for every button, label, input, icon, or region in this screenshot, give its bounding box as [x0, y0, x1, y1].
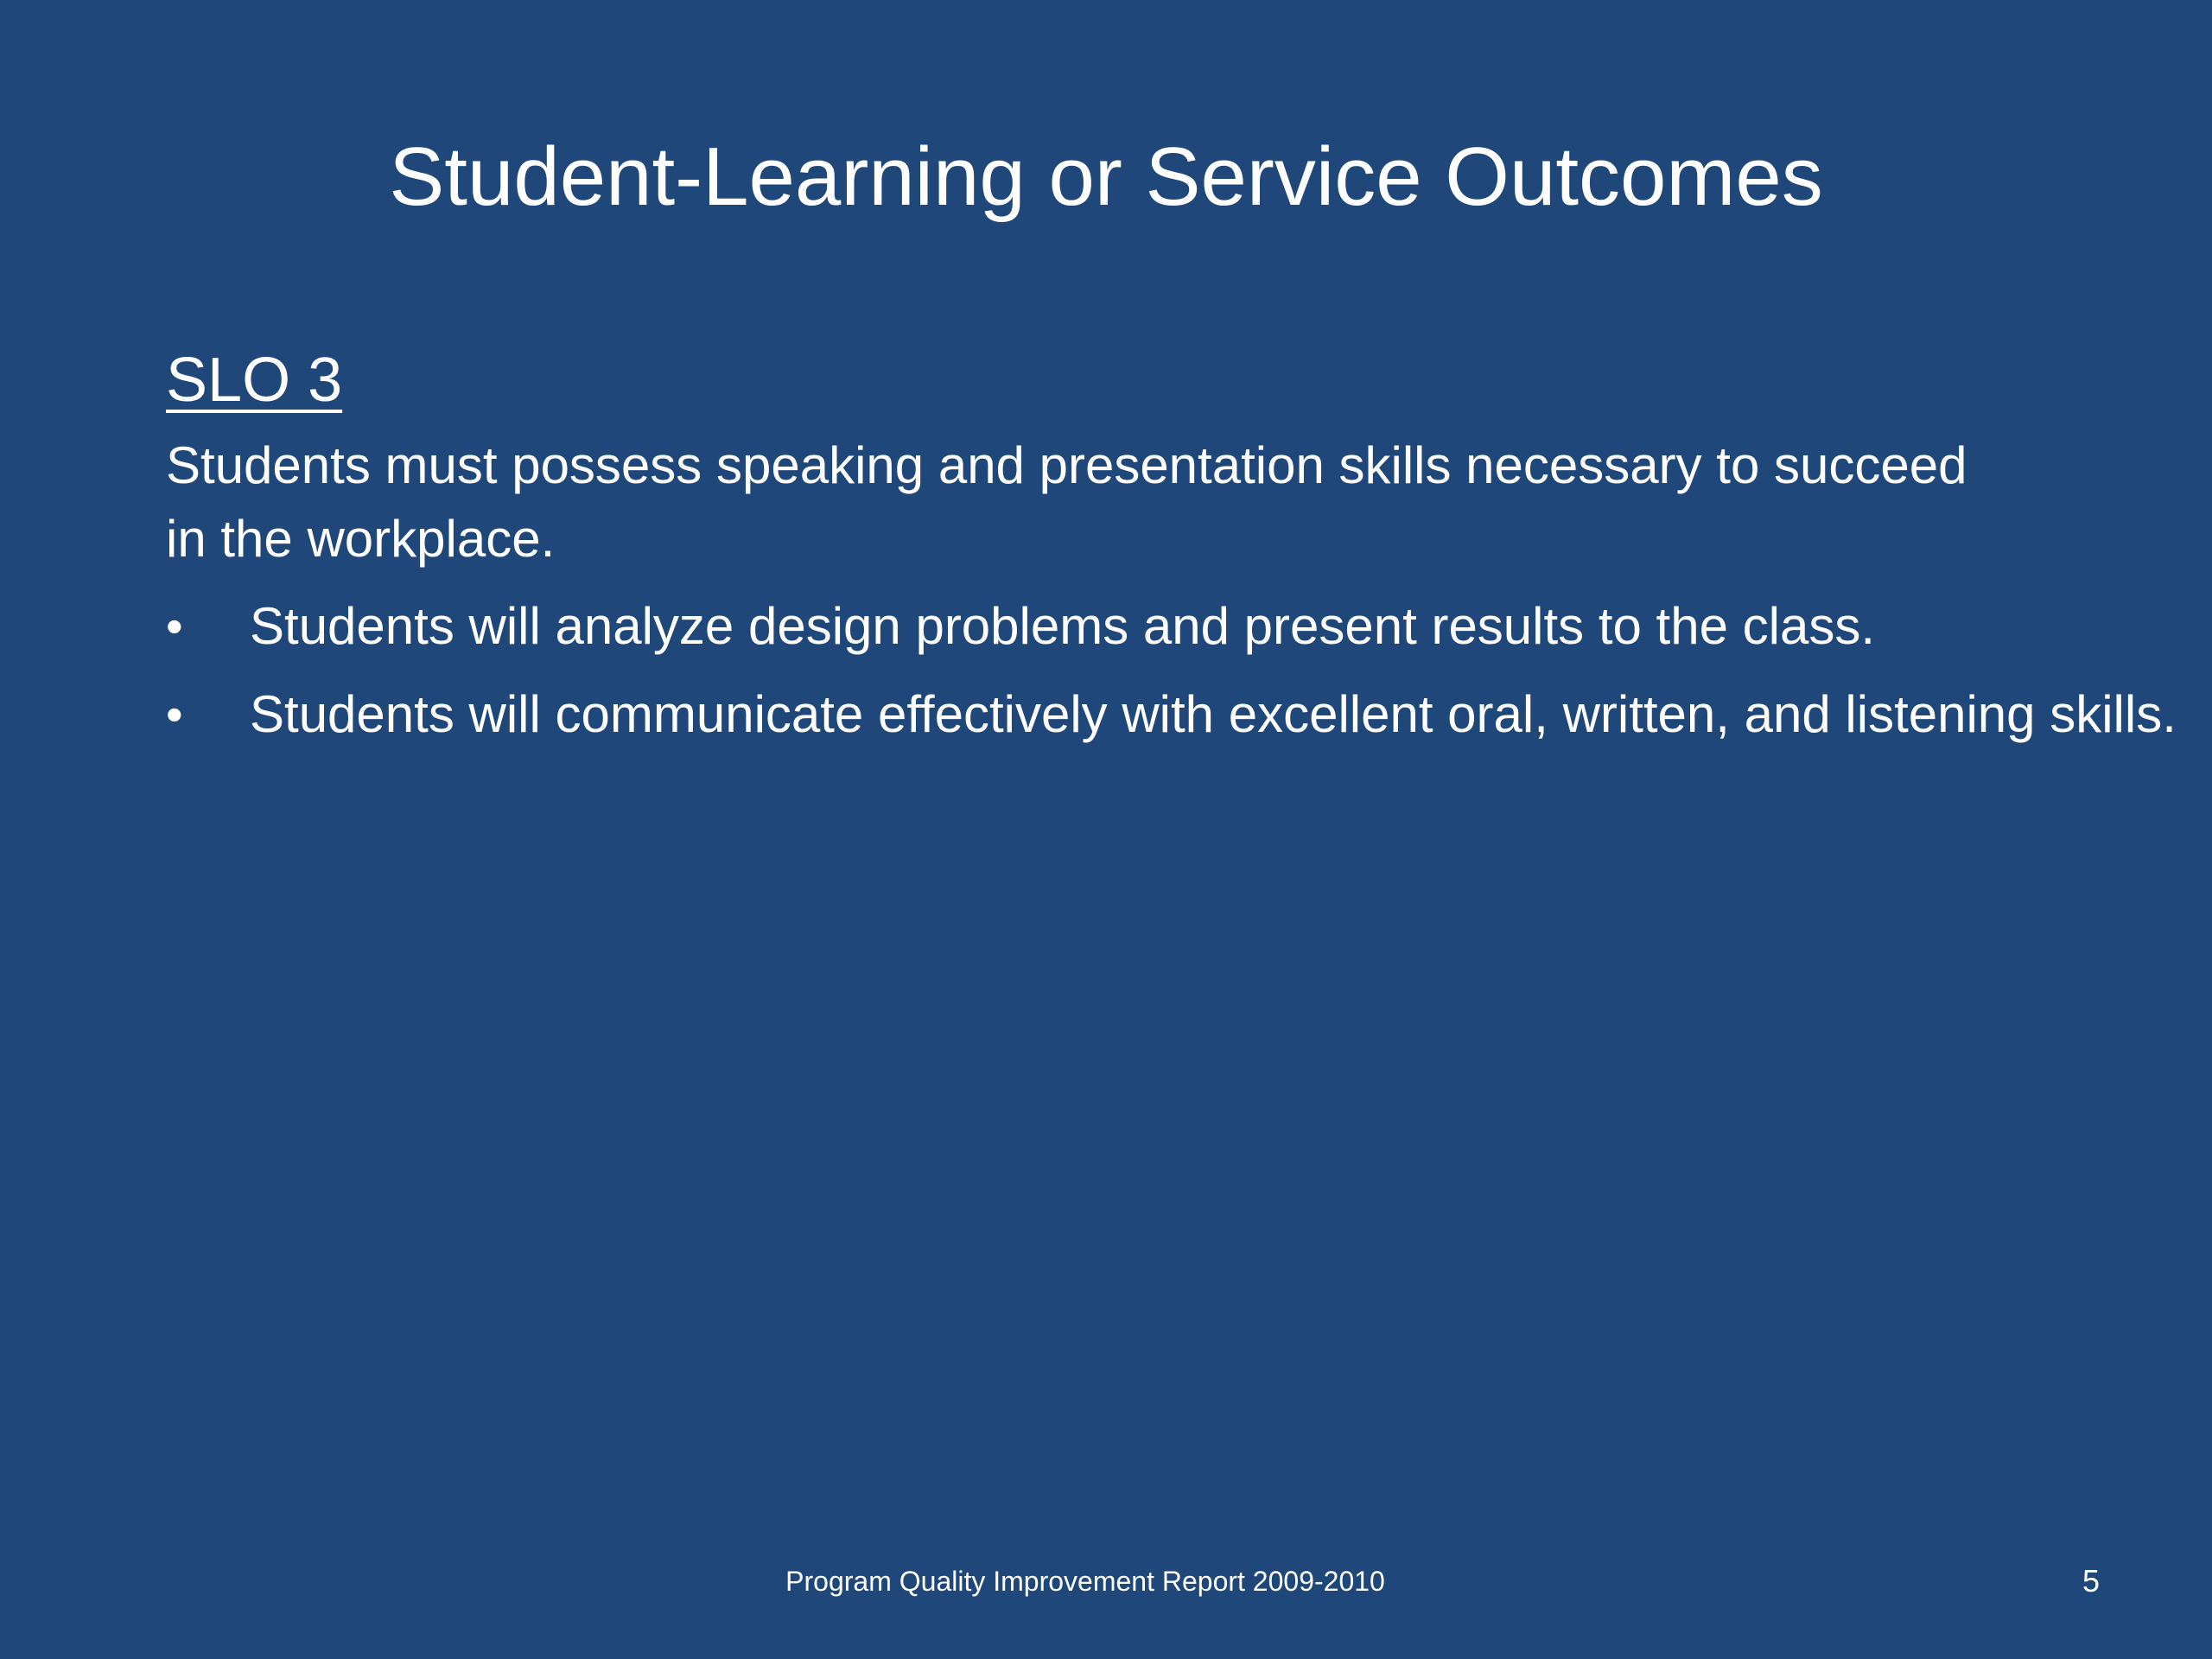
slide-footer: Program Quality Improvement Report 2009-2010	[785, 1566, 1385, 1597]
slo-heading: SLO 3	[166, 346, 343, 415]
bullet-list	[166, 589, 2177, 751]
bullet-icon: •	[166, 599, 183, 653]
bullet-icon: •	[166, 687, 183, 741]
bullet-text: Students will communicate effectively with excellent oral, written, and listening skills.	[250, 685, 2177, 743]
slide-number: 5	[2082, 1563, 2100, 1599]
bullet-item	[166, 589, 2177, 663]
slide-title: Student-Learning or Service Outcomes	[389, 130, 1823, 223]
outcome-statement: Students must possess speaking and presentation skills necessary to succeed in the workplace.	[166, 436, 1967, 568]
bullet-text: Students will analyze design problems and present results to the class.	[250, 597, 1876, 655]
bullet-item	[166, 677, 2177, 751]
slide-body	[166, 337, 2177, 766]
